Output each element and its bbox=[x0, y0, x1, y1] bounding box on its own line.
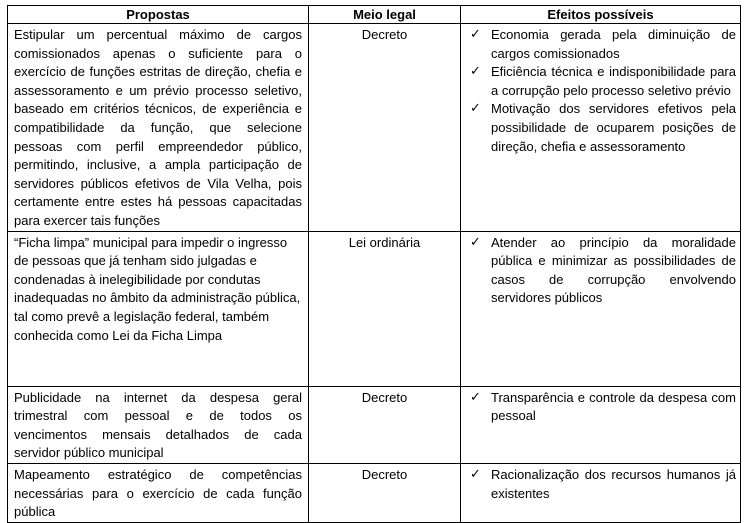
effect-text: Eficiência técnica e indisponibilidade para a corrupção pelo processo seletivo prévio bbox=[491, 64, 736, 98]
effect-text: Transparência e controle da despesa com pessoal bbox=[491, 389, 736, 424]
check-icon: ✓ bbox=[470, 64, 481, 80]
effect-text: Racionalização dos recursos humanos já existentes bbox=[491, 466, 736, 501]
header-meio-legal: Meio legal bbox=[309, 6, 461, 24]
effects-cell bbox=[461, 231, 741, 386]
header-propostas: Propostas bbox=[8, 6, 309, 24]
effect-item bbox=[461, 389, 736, 426]
check-icon: ✓ bbox=[470, 389, 481, 405]
header-efeitos: Efeitos possíveis bbox=[461, 6, 741, 24]
effects-cell bbox=[461, 24, 741, 232]
table-row bbox=[8, 231, 741, 386]
proposal-cell bbox=[8, 231, 309, 386]
legal-means-cell bbox=[309, 24, 461, 232]
effects-list bbox=[461, 387, 740, 426]
effects-cell bbox=[461, 463, 741, 522]
legal-means-text: Decreto bbox=[361, 27, 408, 42]
table-row bbox=[8, 463, 741, 522]
proposal-text: Estipular um percentual máximo de cargos comissionados apenas o suficiente para o exercício de funções estritas de direção, chefia e assessoramento e um prévio processo seletivo, baseado em critérios técnicos, de experiência e compatibilidade da função, que selecione pessoas com perfil empreendedor público, permitindo, inclusive, a ampla participação de servidores públicos efetivos de Vila Velha, pois certamente entre estes há pessoas capacitadas para exercer tais funções bbox=[14, 27, 302, 228]
legal-means-text: Decreto bbox=[361, 389, 408, 405]
effects-list bbox=[461, 232, 740, 308]
effect-item bbox=[461, 234, 736, 308]
legal-means-text: Lei ordinária bbox=[348, 234, 421, 250]
legal-means-cell bbox=[309, 231, 461, 386]
proposal-cell bbox=[8, 386, 309, 463]
proposal-cell bbox=[8, 24, 309, 232]
check-icon: ✓ bbox=[470, 234, 481, 250]
effect-text: Atender ao princípio da moralidade pública e minimizar as possibilidades de casos de corrupção envolvendo servidores públicos bbox=[491, 234, 736, 306]
proposal-cell bbox=[8, 463, 309, 522]
check-icon: ✓ bbox=[470, 466, 481, 482]
effects-list bbox=[461, 464, 740, 503]
legal-means-cell bbox=[309, 386, 461, 463]
proposals-table bbox=[7, 5, 741, 523]
proposal-text: “Ficha limpa” municipal para impedir o ingresso de pessoas que já tenham sido julgadas e condenadas à inelegibilidade por condutas inadequadas no âmbito da administração pública, tal como prevê a legislação federal, também conhecida como Lei da Ficha Limpa bbox=[14, 234, 301, 343]
table-row bbox=[8, 386, 741, 463]
effects-cell bbox=[461, 386, 741, 463]
check-icon: ✓ bbox=[470, 101, 481, 117]
effect-text: Economia gerada pela diminuição de cargos comissionados bbox=[491, 27, 736, 61]
effect-item bbox=[461, 26, 736, 63]
effect-item bbox=[461, 63, 736, 100]
effect-item bbox=[461, 466, 736, 503]
header-row bbox=[8, 6, 741, 24]
proposal-text: Mapeamento estratégico de competências necessárias para o exercício de cada função pública bbox=[14, 466, 302, 520]
legal-means-cell bbox=[309, 463, 461, 522]
effects-list bbox=[461, 24, 740, 156]
effect-item bbox=[461, 100, 736, 156]
check-icon: ✓ bbox=[470, 27, 481, 42]
table-row bbox=[8, 24, 741, 232]
effect-text: Motivação dos servidores efetivos pela possibilidade de ocuparem posições de direção, chefia e assessoramento bbox=[491, 101, 736, 154]
legal-means-text: Decreto bbox=[361, 466, 408, 482]
proposal-text: Publicidade na internet da despesa geral trimestral com pessoal e de todos os vencimentos mensais detalhados de cada servidor público municipal bbox=[14, 389, 302, 461]
